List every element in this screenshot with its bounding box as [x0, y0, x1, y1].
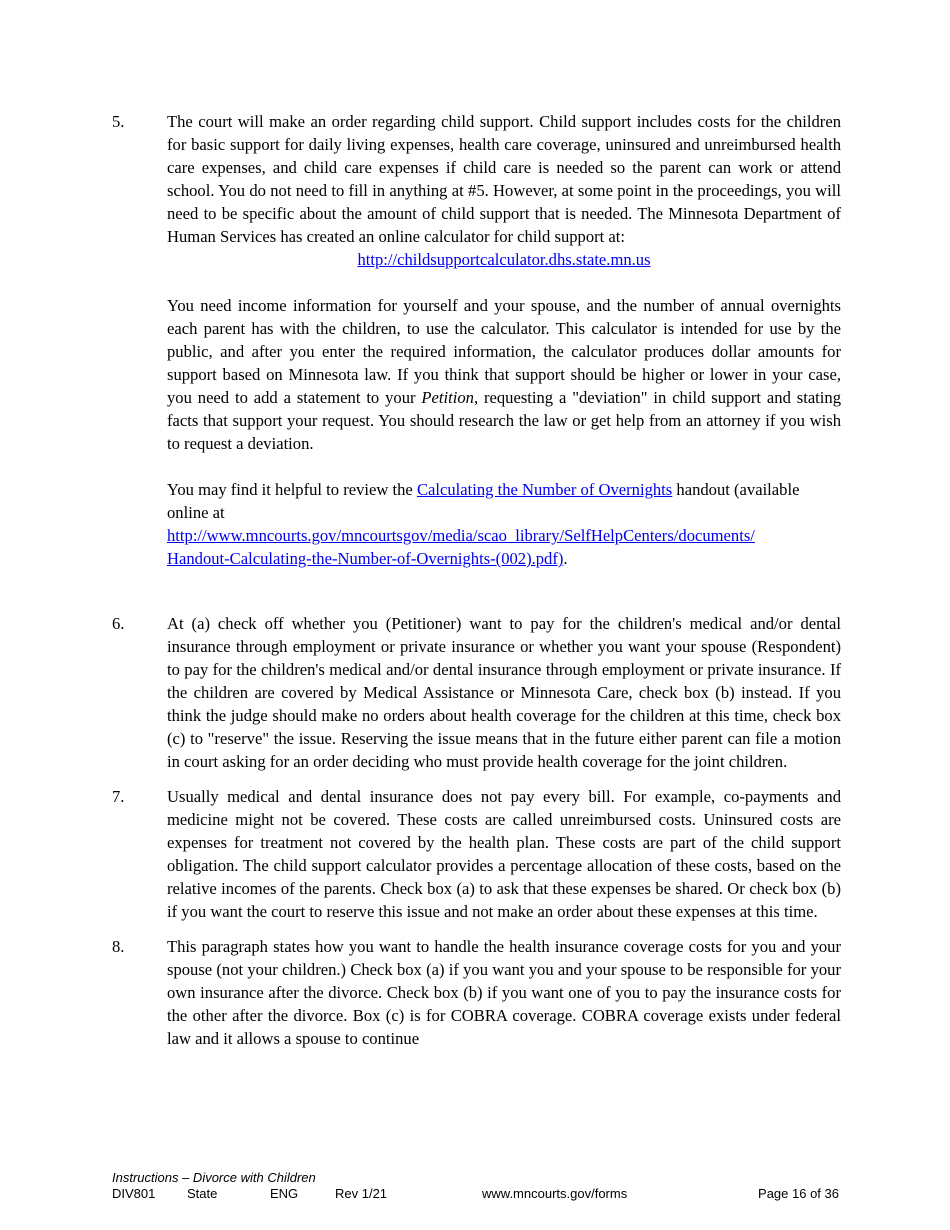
handout-url-link[interactable]: http://www.mncourts.gov/mncourtsgov/media/scao_library/SelfHelpCenters/documents/ [167, 526, 755, 545]
item-7 [112, 785, 841, 923]
jurisdiction: State [187, 1186, 218, 1201]
language: ENG [270, 1186, 299, 1201]
footer [112, 1150, 839, 1202]
item-number: 7. [112, 787, 125, 806]
item-6 [112, 612, 841, 773]
item-number: 5. [112, 112, 125, 131]
calculator-link[interactable]: http://childsupportcalculator.dhs.state.mn.us [357, 250, 651, 269]
handout-url-link-cont[interactable]: Handout-Calculating-the-Number-of-Overnights-(002).pdf) [167, 549, 564, 568]
item-8 [112, 935, 841, 1050]
petition-italic: Petition [421, 388, 474, 407]
item-text: This paragraph states how you want to handle the health insurance coverage costs for you and your spouse (not your children.) Check box (a) if you want you and your spouse to be responsible for your own insurance after the divorce. Check box (b) if you want one of you to pay the insurance costs for the other after the divorce. Box (c) is for COBRA coverage. COBRA coverage exists under federal law and it allows a spouse to continue [167, 937, 841, 1048]
revision: Rev 1/21 [335, 1186, 388, 1201]
text: You need income information for yourself and your spouse, and the number of annual overnights each parent has with the children, to use the calculator. This calculator is intended for use by the public, and after you enter the required information, the calculator produces dollar amounts for support based on Minnesota law. If you think that support should be higher or lower in your case, you need to add a statement to your [167, 296, 841, 407]
footer-title: Instructions – Divorce with Children [112, 1170, 316, 1185]
text: handout (available online at [167, 480, 800, 522]
item-body [167, 110, 841, 570]
item-text: The court will make an order regarding child support. Child support includes costs for the children for basic support for daily living expenses, health care coverage, uninsured and unreimbursed health care expenses, and child care expenses if child care is needed so the parent can work or attend school. You do not need to fill in anything at #5. However, at some point in the proceedings, you will need to be specific about the amount of child support that is needed. The Minnesota Department of Human Services has created an online calculator for child support at: [167, 112, 841, 246]
item-number: 8. [112, 937, 125, 956]
item-5 [112, 110, 841, 570]
form-id: DIV801 [112, 1186, 156, 1201]
item-number: 6. [112, 614, 125, 633]
footer-meta [112, 1186, 839, 1202]
calculator-paragraph [167, 294, 841, 455]
overnights-paragraph [167, 478, 841, 570]
text: , requesting a "deviation" in child support and stating facts that support your request. You should research the law or get help from an attorney if you wish to request a deviation. [167, 388, 841, 453]
text: You may find it helpful to review the [167, 480, 417, 499]
item-text: At (a) check off whether you (Petitioner) want to pay for the children's medical and/or dental insurance through employment or private insurance or whether you want your spouse (Respondent) to pay for the children's medical and/or dental insurance through employment or private insurance. If the children are covered by Medical Assistance or Minnesota Care, check box (b) instead. If you think the judge should make no orders about health coverage for the children at this time, check box (c) to "reserve" the issue. Reserving the issue means that in the future either parent can file a motion in court asking for an order deciding who must provide health coverage for the joint children. [167, 614, 841, 771]
overnights-handout-link[interactable]: Calculating the Number of Overnights [416, 480, 673, 499]
item-text: Usually medical and dental insurance does not pay every bill. For example, co-payments and medicine might not be covered. These costs are called unreimbursed costs. Uninsured costs are expenses for treatment not covered by the health plan. These costs are part of the child support obligation. The child support calculator provides a percentage allocation of these costs, based on the relative incomes of the parents. Check box (a) to ask that these expenses be shared. Or check box (b) if you want the court to reserve this issue and not make an order about these expenses at this time. [167, 787, 841, 921]
page-number: Page 16 of 36 [758, 1186, 839, 1201]
calculator-link-line [167, 248, 841, 271]
text: . [563, 549, 568, 568]
website: www.mncourts.gov/forms [482, 1186, 628, 1201]
